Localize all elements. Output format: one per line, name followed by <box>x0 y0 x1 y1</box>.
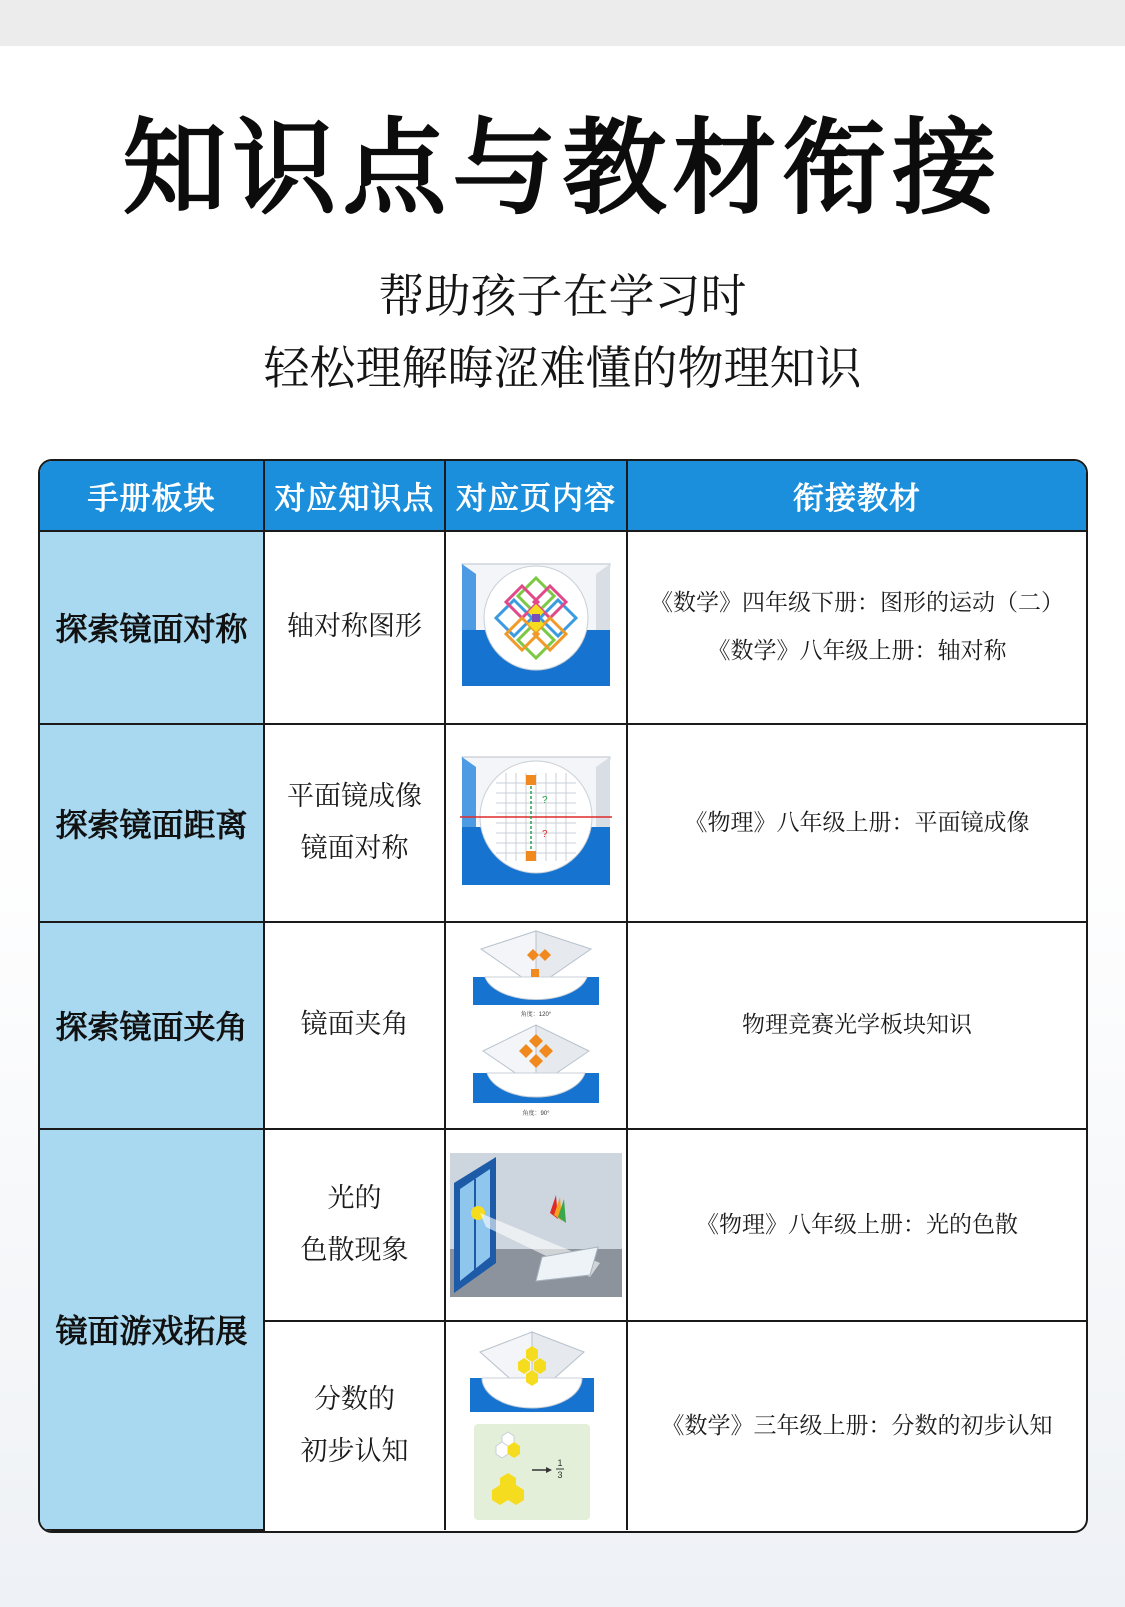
table-row <box>40 922 1086 1129</box>
svg-text:?: ? <box>542 794 548 806</box>
top-bar <box>0 0 1125 46</box>
angle-label: 角度：90° <box>522 1111 550 1118</box>
header-page-content: 对应页内容 <box>445 461 627 531</box>
knowledge-text: 分数的 <box>314 1384 395 1416</box>
table-row <box>40 1129 1086 1322</box>
page-title: 知识点与教材衔接 <box>122 107 1003 229</box>
fraction-denominator: 3 <box>557 1470 563 1481</box>
knowledge-cell <box>264 1129 445 1322</box>
textbook-cell <box>627 1129 1086 1322</box>
knowledge-cell <box>264 531 445 724</box>
light-dispersion-illustration <box>450 1153 622 1297</box>
fraction-numerator: 1 <box>557 1458 563 1469</box>
section-cell: 探索镜面距离 <box>40 724 264 923</box>
header-knowledge: 对应知识点 <box>264 461 445 531</box>
table-row <box>40 531 1086 724</box>
textbook-cell <box>627 922 1086 1129</box>
section-cell: 镜面游戏拓展 <box>40 1129 264 1530</box>
textbook-text: 《数学》八年级上册：轴对称 <box>707 638 1007 665</box>
knowledge-cell <box>264 922 445 1129</box>
textbook-cell <box>627 1321 1086 1530</box>
header-textbook: 衔接教材 <box>627 461 1086 531</box>
page-thumbnail-cell <box>445 1129 627 1322</box>
fraction-hexagon-illustration <box>466 1328 606 1524</box>
knowledge-text: 色散现象 <box>300 1235 409 1267</box>
page-thumbnail-cell <box>445 1321 627 1530</box>
textbook-text: 《物理》八年级上册：平面镜成像 <box>684 809 1030 836</box>
subtitle-line-1: 帮助孩子在学习时 <box>378 269 747 323</box>
knowledge-cell <box>264 1321 445 1530</box>
symmetry-pattern-illustration <box>456 560 616 695</box>
knowledge-text: 初步认知 <box>300 1436 409 1468</box>
subtitle-line-2: 轻松理解晦涩难懂的物理知识 <box>263 341 862 395</box>
table-row <box>40 724 1086 923</box>
textbook-cell <box>627 531 1086 724</box>
knowledge-text: 平面镜成像 <box>287 780 422 812</box>
knowledge-text: 轴对称图形 <box>287 611 422 643</box>
knowledge-text: 镜面夹角 <box>300 1009 409 1041</box>
page-thumbnail-cell <box>445 724 627 923</box>
table-header-row <box>40 461 1086 531</box>
textbook-text: 《物理》八年级上册：光的色散 <box>696 1212 1018 1239</box>
page-thumbnail-cell <box>445 922 627 1129</box>
page-thumbnail-cell <box>445 531 627 724</box>
svg-text:?: ? <box>542 828 548 840</box>
knowledge-cell <box>264 724 445 923</box>
knowledge-table <box>38 459 1088 1533</box>
header-section: 手册板块 <box>40 461 264 531</box>
textbook-text: 《数学》四年级下册：图形的运动（二） <box>650 590 1064 617</box>
mirror-angle-illustration <box>461 927 611 1123</box>
section-cell: 探索镜面夹角 <box>40 922 264 1129</box>
angle-label: 角度：120° <box>520 1012 552 1019</box>
knowledge-text: 光的 <box>327 1183 382 1215</box>
textbook-text: 《数学》三年级上册：分数的初步认知 <box>661 1413 1053 1440</box>
mirror-distance-grid-illustration <box>456 753 616 893</box>
textbook-cell <box>627 724 1086 923</box>
section-cell: 探索镜面对称 <box>40 531 264 724</box>
textbook-text: 物理竞赛光学板块知识 <box>742 1012 972 1039</box>
knowledge-text: 镜面对称 <box>300 832 409 864</box>
